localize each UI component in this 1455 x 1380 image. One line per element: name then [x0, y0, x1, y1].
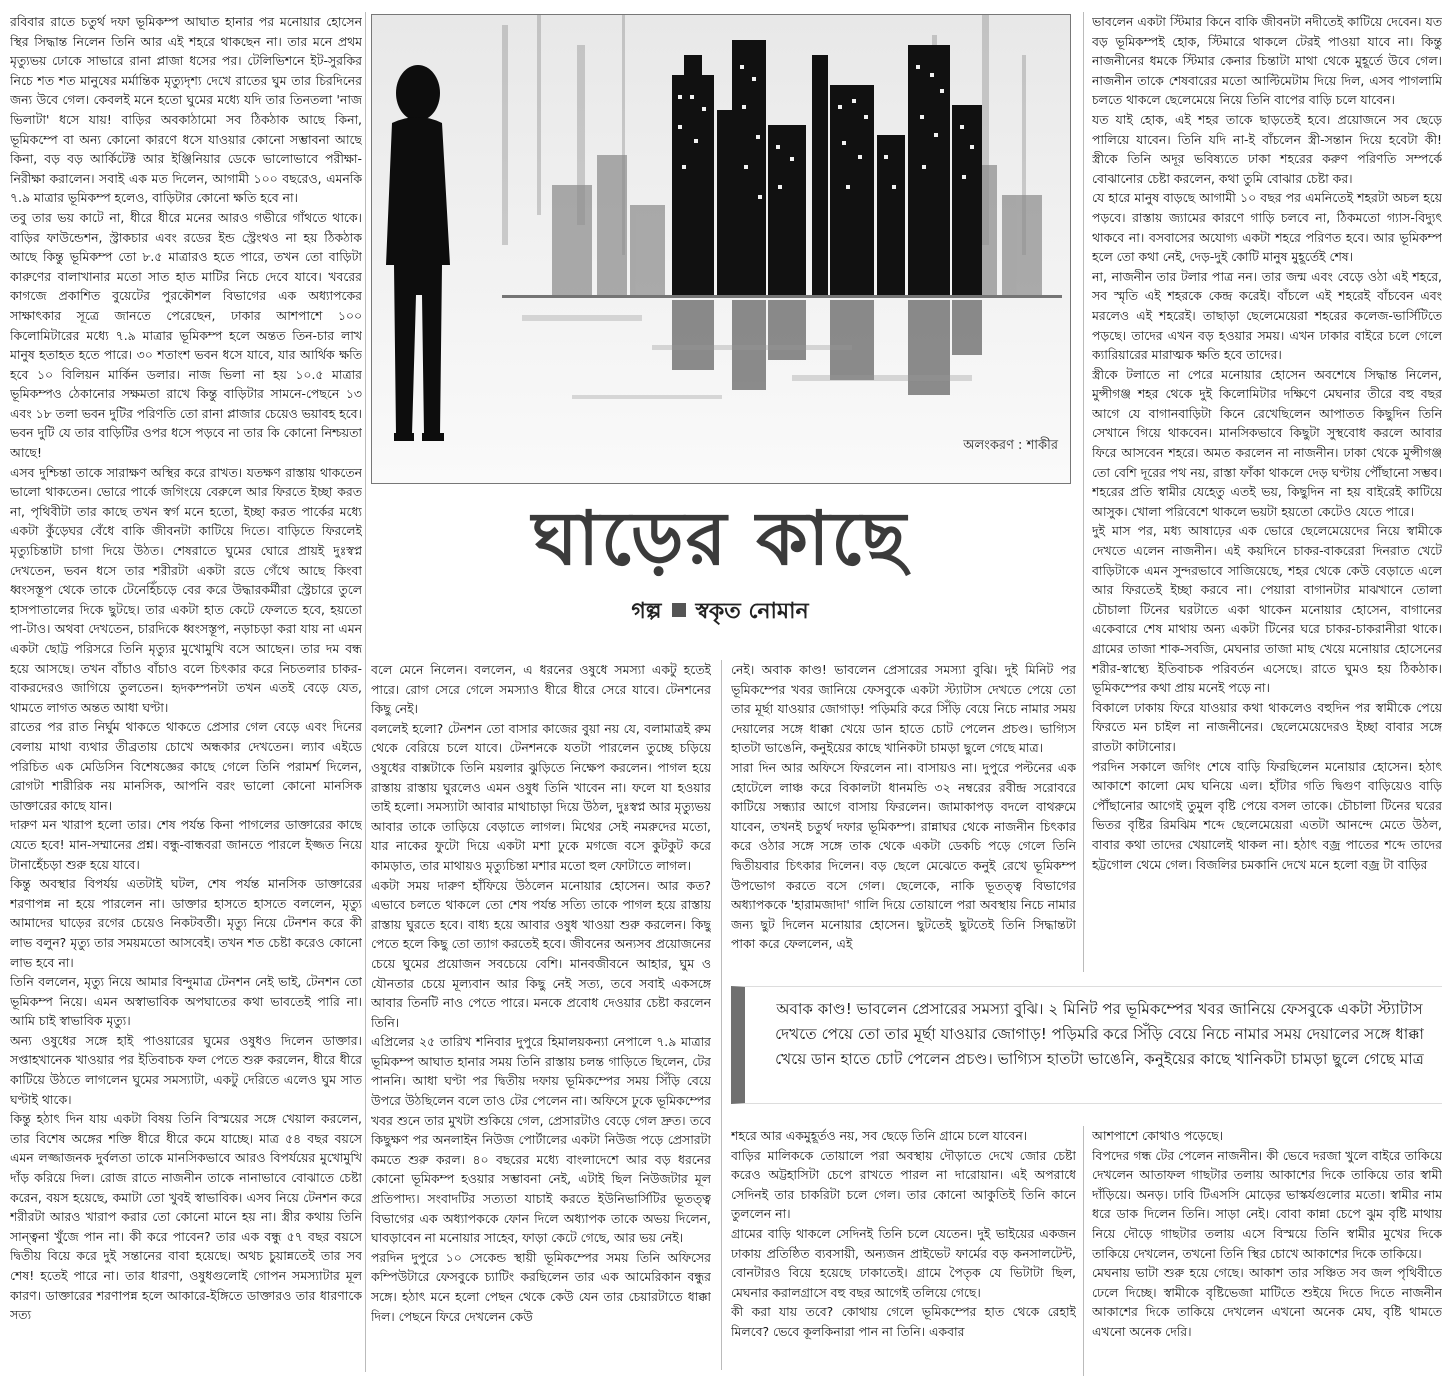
story-illustration [371, 14, 1071, 484]
article-paragraph: বাড়ির মালিককে তোয়ালে পরা অবস্থায় দৌড়াতে দেখে জোর চেষ্টা করেও অট্টহাসিটা চেপে রাখতে পারল না দারোয়ান। এই অপরাধে সেদিনই তার চাকরিটা চলে গেল। তার কোনো আকুতিই তিনি কানে তুললেন না। [731, 1147, 1076, 1222]
column-divider [365, 12, 366, 1372]
article-column-4 [731, 1126, 1076, 1376]
article-column-1 [10, 12, 362, 1372]
article-paragraph: অন্য ওষুধের সঙ্গে হাই পাওয়ারের ঘুমের ওষুধও দিলেন ডাক্তার। সপ্তাহখানেক খাওয়ার পর ইতিবাচক ফল পেতে শুরু করলেন, ধীরে ধীরে কাটিয়ে উঠতে লাগলেন ঘুমের সমস্যাটা, একটু দেরিতে এলেও ঘুম সাত ঘণ্টাই থাকে। [10, 1032, 362, 1107]
article-paragraph: বিকালে ঢাকায় ফিরে যাওয়ার কথা থাকলেও বহুদিন পর স্বামীকে পেয়ে ফিরতে মন চাইল না নাজনীনের। ছেলেমেয়েদেরও ইচ্ছা বাবার সঙ্গে রাতটা কাটানোর। [1092, 699, 1442, 754]
column-divider [1083, 1126, 1084, 1376]
article-paragraph: এপ্রিলের ২৫ তারিখ শনিবার দুপুরে হিমালয়কন্যা নেপালে ৭.৯ মাত্রার ভূমিকম্প আঘাত হানার সময় তিনি রাস্তায় চলন্ত গাড়িতে ছিলেন, টের পাননি। আধা ঘণ্টা পর দ্বিতীয় দফায় ভূমিকম্পের সময় সিঁড়ি বেয়ে উপরে উঠছিলেন বলে তাও টের পেলেন না। অফিসে ঢুকে ভূমিকম্পের খবর শুনে তার মুখটা শুকিয়ে গেল, প্রেসারটাও বেড়ে গেল দ্রুত। তবে কিছুক্ষণ পর অনলাইন নিউজ পোর্টালের একটা নিউজ পড়ে প্রেসারটা কমতে শুরু করল। ৪০ বছরের মধ্যে বাংলাদেশে আর বড় ধরনের কোনো ভূমিকম্প হওয়ার সম্ভাবনা নেই, এটাই ছিল নিউজটার মূল প্রতিপাদ্য। সংবাদটির সত্যতা যাচাই করতে ইউনিভার্সিটির ভূতত্ত্ব বিভাগের এক অধ্যাপককে ফোন দিলে অধ্যাপক তাকে অভয় দিলেন, ঘাবড়াবেন না মনোয়ার সাহেব, ফাড়া কেটে গেছে, আর ভয় নেই। [371, 1034, 711, 1246]
article-paragraph: আশপাশে কোথাও পড়েছে। [1092, 1128, 1224, 1143]
article-paragraph: যত যাই হোক, এই শহর তাকে ছাড়তেই হবে। প্রয়োজনে সব ছেড়ে পালিয়ে যাবেন। তিনি যদি না-ই বাঁচলেন স্ত্রী-সন্তান দিয়ে হবেটা কী! স্ত্রীকে তিনি অদূর ভবিষ্যতে ঢাকা শহরের করুণ পরিণতি সম্পর্কে বোঝানোর চেষ্টা করলেন, কথা তুমি বোঝার চেষ্টা কর। [1092, 111, 1442, 186]
article-paragraph: স্ত্রীকে টলাতে না পেরে মনোয়ার হোসেন অবশেষে সিদ্ধান্ত নিলেন, মুন্সীগঞ্জ শহর থেকে দুই কিলোমিটার দক্ষিণে মেঘনার তীরে বহু বছর আগে যে বাগানবাড়িটা কিনে রেখেছিলেন আপাতত কিছুদিন তিনি সেখানে গিয়ে থাকবেন। মানসিকভাবে কিছুটা সুস্থবোধ করলে আবার ফিরে আসবেন শহরে। অমত করলেন না নাজনীন। ঢাকা থেকে মুন্সীগঞ্জ তো বেশি দূরের পথ নয়, রাস্তা ফাঁকা থাকলে দেড় ঘণ্টায় পৌঁছানো সম্ভব। শহরের প্রতি স্বামীর যেহেতু এতই ভয়, কিছুদিন না হয় বাইরেই কাটিয়ে আসুক। খোলা পরিবেশে থাকলে ভয়টা হয়তো কেটেও যেতে পারে। [1092, 366, 1442, 519]
article-paragraph: গ্রামের বাড়ি থাকলে সেদিনই তিনি চলে যেতেন। দুই ভাইয়ের একজন ঢাকায় প্রতিষ্ঠিত ব্যবসায়ী, অন্যজন প্রাইভেট ফার্মের বড় কনসালটেন্ট, বোনটারও বিয়ে হয়েছে ঢাকাতেই। গ্রামে পৈতৃক যে ভিটাটা ছিল, মেঘনার করালগ্রাসে বহু বছর আগেই তলিয়ে গেছে। [731, 1225, 1076, 1300]
article-paragraph: তিনি বললেন, মৃত্যু নিয়ে আমার বিন্দুমাত্র টেনশন নেই ভাই, টেনশন তো ভূমিকম্প নিয়ে। এমন অস্বাভাবিক অপঘাতের কথা ভাবতেই পারি না। আমি চাই স্বাভাবিক মৃত্যু। [10, 974, 362, 1029]
story-headline: ঘাড়ের কাছে [531, 496, 908, 582]
article-paragraph: দুই মাস পর, মধ্য আষাঢ়ের এক ভোরে ছেলেমেয়েদের নিয়ে স্বামীকে দেখতে এলেন নাজনীন। এই কয়দিনে চাকর-বাকরেরা দিনরাত খেটে বাড়িটাকে এমন সুন্দরভাবে সাজিয়েছে, শহর থেকে কেউ বেড়াতে এলে আর ফিরতেই ইচ্ছা করবে না। পেয়ারা বাগানটার মাঝখানে তোলা চৌচালা টিনের ঘরটাতে একা থাকেন মনোয়ার হোসেন, বাগানের একেবারে শেষ মাথায় অন্য একটা টিনের ঘরে চাকর-চাকরানীরা থাকে। গ্রামের তাজা শাক-সবজি, মেঘনার তাজা মাছ খেয়ে মনোয়ার হোসেনের শরীর-স্বাস্থ্যে ইতিবাচক পরিবর্তন এসেছে। রাতে ঘুমও হয় ঠিকঠাক। ভূমিকম্পের কথা প্রায় মনেই পড়ে না। [1092, 523, 1442, 696]
story-byline [371, 597, 1069, 627]
genre-label: গল্প [631, 599, 662, 624]
article-paragraph: ভাবলেন একটা স্টিমার কিনে বাকি জীবনটা নদীতেই কাটিয়ে দেবেন। যত বড় ভূমিকম্পই হোক, স্টিমারে থাকলে টেরই পাওয়া যাবে না। কিন্তু নাজনীনের ধমকে স্টিমার কেনার চিন্তাটা মাথা থেকে মুহূর্তে উবে গেল। নাজনীন তাকে শেষবারের মতো আল্টিমেটাম দিয়ে দিল, এসব পাগলামি চলতে থাকলে ছেলেমেয়ে নিয়ে তিনি বাপের বাড়ি চলে যাবেন। [1092, 14, 1442, 108]
column-divider [721, 660, 722, 1370]
article-paragraph: একটা সময় দারুণ হাঁফিয়ে উঠলেন মনোয়ার হোসেন। আর কত? এভাবে চলতে থাকলে তো শেষ পর্যন্ত সত্যি তাকে পাগল হয়ে রাস্তায় রাস্তায় ঘুরতে হবে। বাধ্য হয়ে আবার ওষুধ খাওয়া শুরু করলেন। কিছু পেতে হলে কিছু তো ত্যাগ করতেই হবে। জীবনের অন্যসব প্রয়োজনের চেয়ে ঘুমের প্রয়োজন সবচেয়ে বেশি। মানবজীবনে আহার, ঘুম ও যৌনতার চেয়ে মূল্যবান আর কিছু নেই সত্য, তবে সবাই একসঙ্গে আবার তিনটি নাও পেতে পারে। মনকে প্রবোধ দেওয়ার চেষ্টা করলেন তিনি। [371, 877, 711, 1030]
article-paragraph: রবিবার রাতে চতুর্থ দফা ভূমিকম্প আঘাত হানার পর মনোয়ার হোসেন স্থির সিদ্ধান্ত নিলেন তিনি আর এই শহরে থাকছেন না। তার মনে প্রথম মৃত্যুভয় ঢোকে সাভারে রানা প্লাজা ধসের পর। টেলিভিশনে ইট-সুরকির নিচে শত শত মানুষের মর্মান্তিক মৃত্যুদৃশ্য দেখে রাতের ঘুম তার চিরদিনের জন্য উবে গেল। কেবলই মনে হতো ঘুমের মধ্যে যদি তার তিনতলা 'নাজ ভিলাটা' ধসে যায়! বাড়ির অবকাঠামো সব ঠিকঠাক আছে কিনা, ভূমিকম্পে বা অন্য কোনো কারণে ধসে যাওয়ার কোনো সম্ভাবনা আছে কিনা, বড় বড় আর্কিটেক্ট আর ইঞ্জিনিয়ার ডেকে ভালোভাবে পরীক্ষা-নিরীক্ষা করালেন। সবাই এক মত দিলেন, আগামী ১০০ বছরেও, এমনকি ৭.৯ মাত্রার ভূমিকম্প হলেও, বাড়িটার কোনো ক্ষতি হবে না। [10, 14, 362, 206]
article-paragraph: রাতের পর রাত নির্ঘুম থাকতে থাকতে প্রেসার গেল বেড়ে এবং দিনের বেলায় মাথা ব্যথার তীব্রতায় চোখে অন্ধকার দেখতেন। ল্যাব এইডে পরিচিত এক মেডিসিন বিশেষজ্ঞের কাছে গেলে তিনি পরামর্শ দিলেন, রোগটা শারীরিক নয় মানসিক, আপনি বরং ভালো কোনো মানসিক ডাক্তারের কাছে যান। [10, 719, 362, 813]
article-column-2 [371, 660, 711, 1370]
square-separator-icon [672, 603, 686, 617]
article-paragraph: তবু তার ভয় কাটে না, ধীরে ধীরে মনের আরও গভীরে গাঁথতে থাকে। বাড়ির ফাউন্ডেশন, স্ট্রাকচার এবং রডের ইন্ড স্ট্রেংথও না হয় ঠিকঠাক আছে কিন্তু ভূমিকম্প তো ৮.৫ মাত্রারও হতে পারে, তখন তো বাড়িটা কারুণের বালাখানার মতো সাত হাত মাটির নিচে দেবে যাবে। খবরের কাগজে প্রকাশিত বুয়েটের পুরকৌশল বিভাগের এক অধ্যাপকের সাক্ষাৎকার সূত্রে জানতে পেরেছেন, ঢাকার আশপাশে ১০০ কিলোমিটারের মধ্যে ৭.৯ মাত্রার ভূমিকম্প হলে অন্তত তিন-চার লাখ মানুষ হতাহত হতে পারে। ৩০ শতাংশ ভবন ধসে যাবে, যার আর্থিক ক্ষতি হবে ১০ বিলিয়ন মার্কিন ডলার। নাজ ভিলা না হয় ১০.৫ মাত্রার ভূমিকম্পও ঠেকানোর সক্ষমতা রাখে কিন্তু বাড়িটার সামনে-পেছনে ১৩ এবং ১৮ তলা ভবন দুটির পরিণতি তো রানা প্লাজার চেয়েও ভয়াবহ হবে। ভবন দুটি যে তার বাড়িটির ওপর ধসে পড়বে না তার কি কোনো নিশ্চয়তা আছে! [10, 209, 362, 461]
city-skyline-illustration [372, 15, 1070, 483]
article-paragraph: সারা দিন আর অফিসে ফিরলেন না। বাসায়ও না। দুপুরে পল্টনের এক হোটেলে লাঞ্চ করে বিকালটা ধানমন্ডি ৩২ নম্বরের রবীন্দ্র সরোবরে কাটিয়ে সন্ধ্যার আগে বাসায় ফিরলেন। জামাকাপড় বদলে বাথরুমে যাবেন, তখনই চতুর্থ দফার ভূমিকম্প। রান্নাঘর থেকে নাজনীন চিৎকার করে ওঠার সঙ্গে সঙ্গে তাক থেকে একটা ডেকচি পড়ে গেলে তিনি দ্বিতীয়বার চিৎকার দিলেন। বড় ছেলে মেঝেতে কনুই রেখে ভূমিকম্প উপভোগ করতে বসে গেল। ছেলেকে, নাকি ভূতত্ত্ব বিভাগের অধ্যাপককে 'হারামজাদা' গালি দিয়ে তোয়ালে পরা অবস্থায় নিচে নামার জন্য ছুট দিলেন মনোয়ার হোসেন। ছুটতেই ছুটতেই তিনি সিদ্ধান্তটা পাকা করে ফেললেন, এই [731, 759, 1076, 952]
article-paragraph: দারুণ মন খারাপ হলো তার। শেষ পর্যন্ত কিনা পাগলের ডাক্তারের কাছে যেতে হবে! মান-সম্মানের প্রশ্ন। বন্ধু-বান্ধবরা জানতে পারলে ইজ্জত নিয়ে টানাহেঁচড়া শুরু হয়ে যাবে। [10, 817, 362, 872]
article-paragraph: শহরে আর একমুহূর্তও নয়, সব ছেড়ে তিনি গ্রামে চলে যাবেন। [731, 1128, 1028, 1143]
article-column-3 [731, 660, 1076, 970]
article-paragraph: পরদিন দুপুরে ১০ সেকেন্ড স্থায়ী ভূমিকম্পের সময় তিনি অফিসের কম্পিউটারে ফেসবুকে চ্যাটিং করছিলেন তার এক আমেরিকান বন্ধুর সঙ্গে। হঠাৎ মনে হলো পেছন থেকে কেউ যেন তার চেয়ারটাতে ধাক্কা দিল। পেছনে ফিরে দেখলেন কেউ [371, 1249, 711, 1324]
article-paragraph: কিন্তু অবস্থার বিপর্যয় এতটাই ঘটল, শেষ পর্যন্ত মানসিক ডাক্তারের শরণাপন্ন না হয়ে পারলেন না। ডাক্তার হাসতে হাসতে বললেন, মৃত্যু আমাদের ঘাড়ের রগের চেয়েও নিকটবর্তী। মৃত্যু নিয়ে টেনশন করে কী লাভ বলুন? মৃত্যু তার সময়মতো আসবেই। তখন শত চেষ্টা করেও কোনো লাভ হবে না। [10, 876, 362, 970]
article-paragraph: বিপদের গন্ধ টের পেলেন নাজনীন। কী ভেবে দরজা খুলে বাইরে তাকিয়ে দেখলেন আতাফল গাছটার তলায় আকাশের দিকে তাকিয়ে তার স্বামী দাঁড়িয়ে। অনড়। ঢাবি টিএসসি মোড়ের ভাস্কর্যগুলোর মতো। স্বামীর নাম ধরে ডাক দিলেন তিনি। সাড়া নেই। বোবা কান্না চেপে ঝুম বৃষ্টি মাথায় নিয়ে দৌড়ে গাছটার তলায় এসে বিস্ময়ে তিনি স্বামীর মুখের দিকে তাকিয়ে দেখলেন, তখনো তিনি স্থির চোখে আকাশের দিকে তাকিয়ে। [1092, 1147, 1442, 1261]
article-paragraph: না, নাজনীন তার টলার পাত্র নন। তার জন্ম এবং বেড়ে ওঠা এই শহরে, সব স্মৃতি এই শহরকে কেন্দ্র করেই। বাঁচলে এই শহরেই বাঁচবেন এবং মরলেও এই শহরেই। তাছাড়া ছেলেমেয়েরা শহরের কলেজ-ভার্সিটিতে পড়ছে। তাদের এখন বড় হওয়ার সময়। এখন ঢাকার বাইরে চলে গেলে ক্যারিয়ারের মারাত্মক ক্ষতি হবে তাদের। [1092, 268, 1442, 363]
article-column-5 [1092, 12, 1442, 984]
article-paragraph: কিন্তু হঠাৎ দিন যায় একটা বিষয় তিনি বিস্ময়ের সঙ্গে খেয়াল করলেন, তার বিশেষ অঙ্গের শক্তি ধীরে ধীরে কমে যাচ্ছে। মাত্র ৫৪ বছর বয়সে এমন লজ্জাজনক দুর্বলতা তাকে মানসিকভাবে আরও বিপর্যয়ের মুখোমুখি দাঁড় করিয়ে দিল। রোজ রাতে নাজনীন তাকে নানাভাবে বোঝাতে চেষ্টা করেন, বয়স হয়েছে, কমাটা তো খুবই স্বাভাবিক। এসব নিয়ে টেনশন করে শরীরটা আরও খারাপ করার তো কোনো মানে হয় না। স্ত্রীর কথায় তিনি সান্ত্বনা খুঁজে পান না। কী করে পাবেন? তার এক বন্ধু ৫৭ বছর বয়সে দ্বিতীয় বিয়ে করে দুই সন্তানের বাবা হয়েছে। অথচ চুয়ান্নতেই তার সব শেষ! হতেই পারে না। তার ধারণা, ওষুধগুলোই গোপন সমস্যাটার মূল কারণ। ডাক্তারের শরণাপন্ন হলে আকারে-ইঙ্গিতে ডাক্তারও তার ধারণাকে সত্য [10, 1111, 362, 1323]
article-paragraph: পরদিন সকালে জগিং শেষে বাড়ি ফিরছিলেন মনোয়ার হোসেন। হঠাৎ আকাশে কালো মেঘ ঘনিয়ে এল। হাঁটার গতি দ্বিগুণ বাড়িয়েও বাড়ি পৌঁছানোর আগেই তুমুল বৃষ্টি পেয়ে বসল তাকে। চৌচালা টিনের ঘরের ভিতর বৃষ্টির রিমঝিম শব্দে ছেলেমেয়েরা এতটা আনন্দে মেতে উঠল, বাবার কথা তাদের খেয়ালেই থাকল না। হঠাৎ বজ্র পাতের শব্দে তাদের হট্টগোল থেমে গেল। বিজলির চমকানি দেখে মনে হলো বজ্র টা বাড়ির [1092, 758, 1442, 872]
illustration-credit: অলংকরণ : শাকীর [963, 438, 1058, 453]
article-paragraph: এসব দুশ্চিন্তা তাকে সারাক্ষণ অস্থির করে রাখত। যতক্ষণ রাস্তায় থাকতেন ভালো থাকতেন। ভোরে পার্কে জগিংয়ে বেরুলে আর ফিরতে ইচ্ছা করত না, পৃথিবীটা তার কাছে তখন স্বর্গ মনে হতো, ইচ্ছা করত পার্কের মধ্যে একটা কুঁড়েঘর বেঁধে বাকি জীবনটা কাটিয়ে দিতে। বাড়িতে ফিরলেই মৃত্যুচিন্তাটা চাগা দিয়ে উঠত। শেষরাতে ঘুমের ঘোরে প্রায়ই দুঃস্বপ্ন দেখতেন, ভবন ধসে তার শরীরটা একটা রডে গেঁথে আছে কিংবা ধ্বংসস্তূপ থেকে তাকে টেনেহিঁচড়ে বের করে উদ্ধারকর্মীরা স্ট্রেচারে তুলে হাসপাতালের দিকে ছুটছে। তার একটা হাত কেটে ফেলতে হবে, হয়তো পা-টাও। অথবা দেখতেন, চারদিকে ধ্বংসস্তূপ, নড়াচড়া করা যায় না এমন একটা ছোট্ট পরিসরে তিনি মৃত্যুর মুখোমুখি বসে আছেন। তার দম বন্ধ হয়ে আসছে। তখন বাঁচাও বাঁচাও বলে চিৎকার করে নিচতলার চাকর-বাকরদেরও জাগিয়ে তুলতেন। হৃদকম্পনটা তখন এতই বেড়ে যেত, থামতে লাগত অন্তত আধা ঘণ্টা। [10, 464, 362, 715]
article-paragraph: বললেই হলো? টেনশন তো বাসার কাজের বুয়া নয় যে, বলামাত্রই রুম থেকে বেরিয়ে চলে যাবে। টেনশনকে যতটা পারলেন তুচ্ছে চড়িয়ে ওষুধের বাক্সটাকে তিনি ময়লার ঝুড়িতে নিক্ষেপ করলেন। পাগল হয়ে রাস্তায় রাস্তায় ঘুরলেও এমন ওষুধ তিনি খাবেন না। ফলে যা হওয়ার তাই হলো। সমস্যাটা আবার মাথাচাড়া দিয়ে উঠল, দুঃস্বপ্ন আর মৃত্যুভয় আবার তাকে তাড়িয়ে বেড়াতে লাগল। মিথের সেই নমরুদের মতো, যার নাকের ফুটো দিয়ে একটা মশা ঢুকে মগজে বসে কুটকুট করে কামড়াত, তার মাথায়ও মৃত্যুচিন্তা মশার মতো হুল ফোটাতে লাগল। [371, 720, 711, 873]
article-column-6 [1092, 1126, 1442, 1376]
article-paragraph: নেই। অবাক কাণ্ড! ভাবলেন প্রেসারের সমস্যা বুঝি। দুই মিনিট পর ভূমিকম্পের খবর জানিয়ে ফেসবুকে একটা স্ট্যাটাস দেখতে পেয়ে তো তার মূর্ছা যাওয়ার জোগাড়! পড়িমরি করে সিঁড়ি বেয়ে নিচে নামার সময় দেয়ালের সঙ্গে ধাক্কা খেয়ে ডান হাতে চোট পেলেন প্রচণ্ড। ভাগ্যিস হাতটা ভাঙেনি, কনুইয়ের কাছে খানিকটা চামড়া ছুলে গেছে মাত্র। [731, 662, 1076, 756]
article-paragraph: কী করা যায় তবে? কোথায় গেলে ভূমিকম্পের হাত থেকে রেহাই মিলবে? ভেবে কূলকিনারা পান না তিনি। একবার [731, 1304, 1076, 1339]
article-paragraph: যে হারে মানুষ বাড়ছে আগামী ১০ বছর পর এমনিতেই শহরটা অচল হয়ে পড়বে। রাস্তায় জ্যামের কারণে গাড়ি চলবে না, ঠিকমতো গ্যাস-বিদ্যুৎ থাকবে না। বসবাসের অযোগ্য একটা শহরে পরিণত হবে। আর ভূমিকম্প হলে তো কথা নেই, দেড়-দুই কোটি মানুষ মুহূর্তেই শেষ। [1092, 190, 1442, 265]
article-paragraph: বলে মেনে নিলেন। বললেন, এ ধরনের ওষুধে সমস্যা একটু হতেই পারে। রোগ সেরে গেলে সমস্যাও ধীরে ধীরে সেরে যাবে। টেনশনের কিছু নেই। [371, 662, 711, 717]
article-paragraph: মেঘনায় ভাটা শুরু হয়ে গেছে। আকাশ তার সঞ্চিত সব জল পৃথিবীতে ঢেলে দিচ্ছে। স্বামীকে বৃষ্টিভেজা মাটিতে শুইয়ে দিতে দিতে নাজনীন আকাশের দিকে তাকিয়ে দেখলেন এখনো অনেক মেঘ, বৃষ্টি থামতে এখনো অনেক দেরি। [1092, 1265, 1442, 1339]
column-divider [1083, 12, 1084, 972]
pull-quote: অবাক কাণ্ড! ভাবলেন প্রেসারের সমস্যা বুঝি। ২ মিনিট পর ভূমিকম্পের খবর জানিয়ে ফেসবুকে একটা স্ট্যাটাস দেখতে পেয়ে তো তার মূর্ছা যাওয়ার জোগাড়! পড়িমরি করে সিঁড়ি বেয়ে নিচে নামার সময় দেয়ালের সঙ্গে ধাক্কা খেয়ে ডান হাতে চোট পেলেন প্রচণ্ড। ভাগ্যিস হাতটা ভাঙেনি, কনুইয়ের কাছে খানিকটা চামড়া ছুলে গেছে মাত্র [731, 986, 1442, 1104]
author-name: স্বকৃত নোমান [695, 599, 809, 624]
